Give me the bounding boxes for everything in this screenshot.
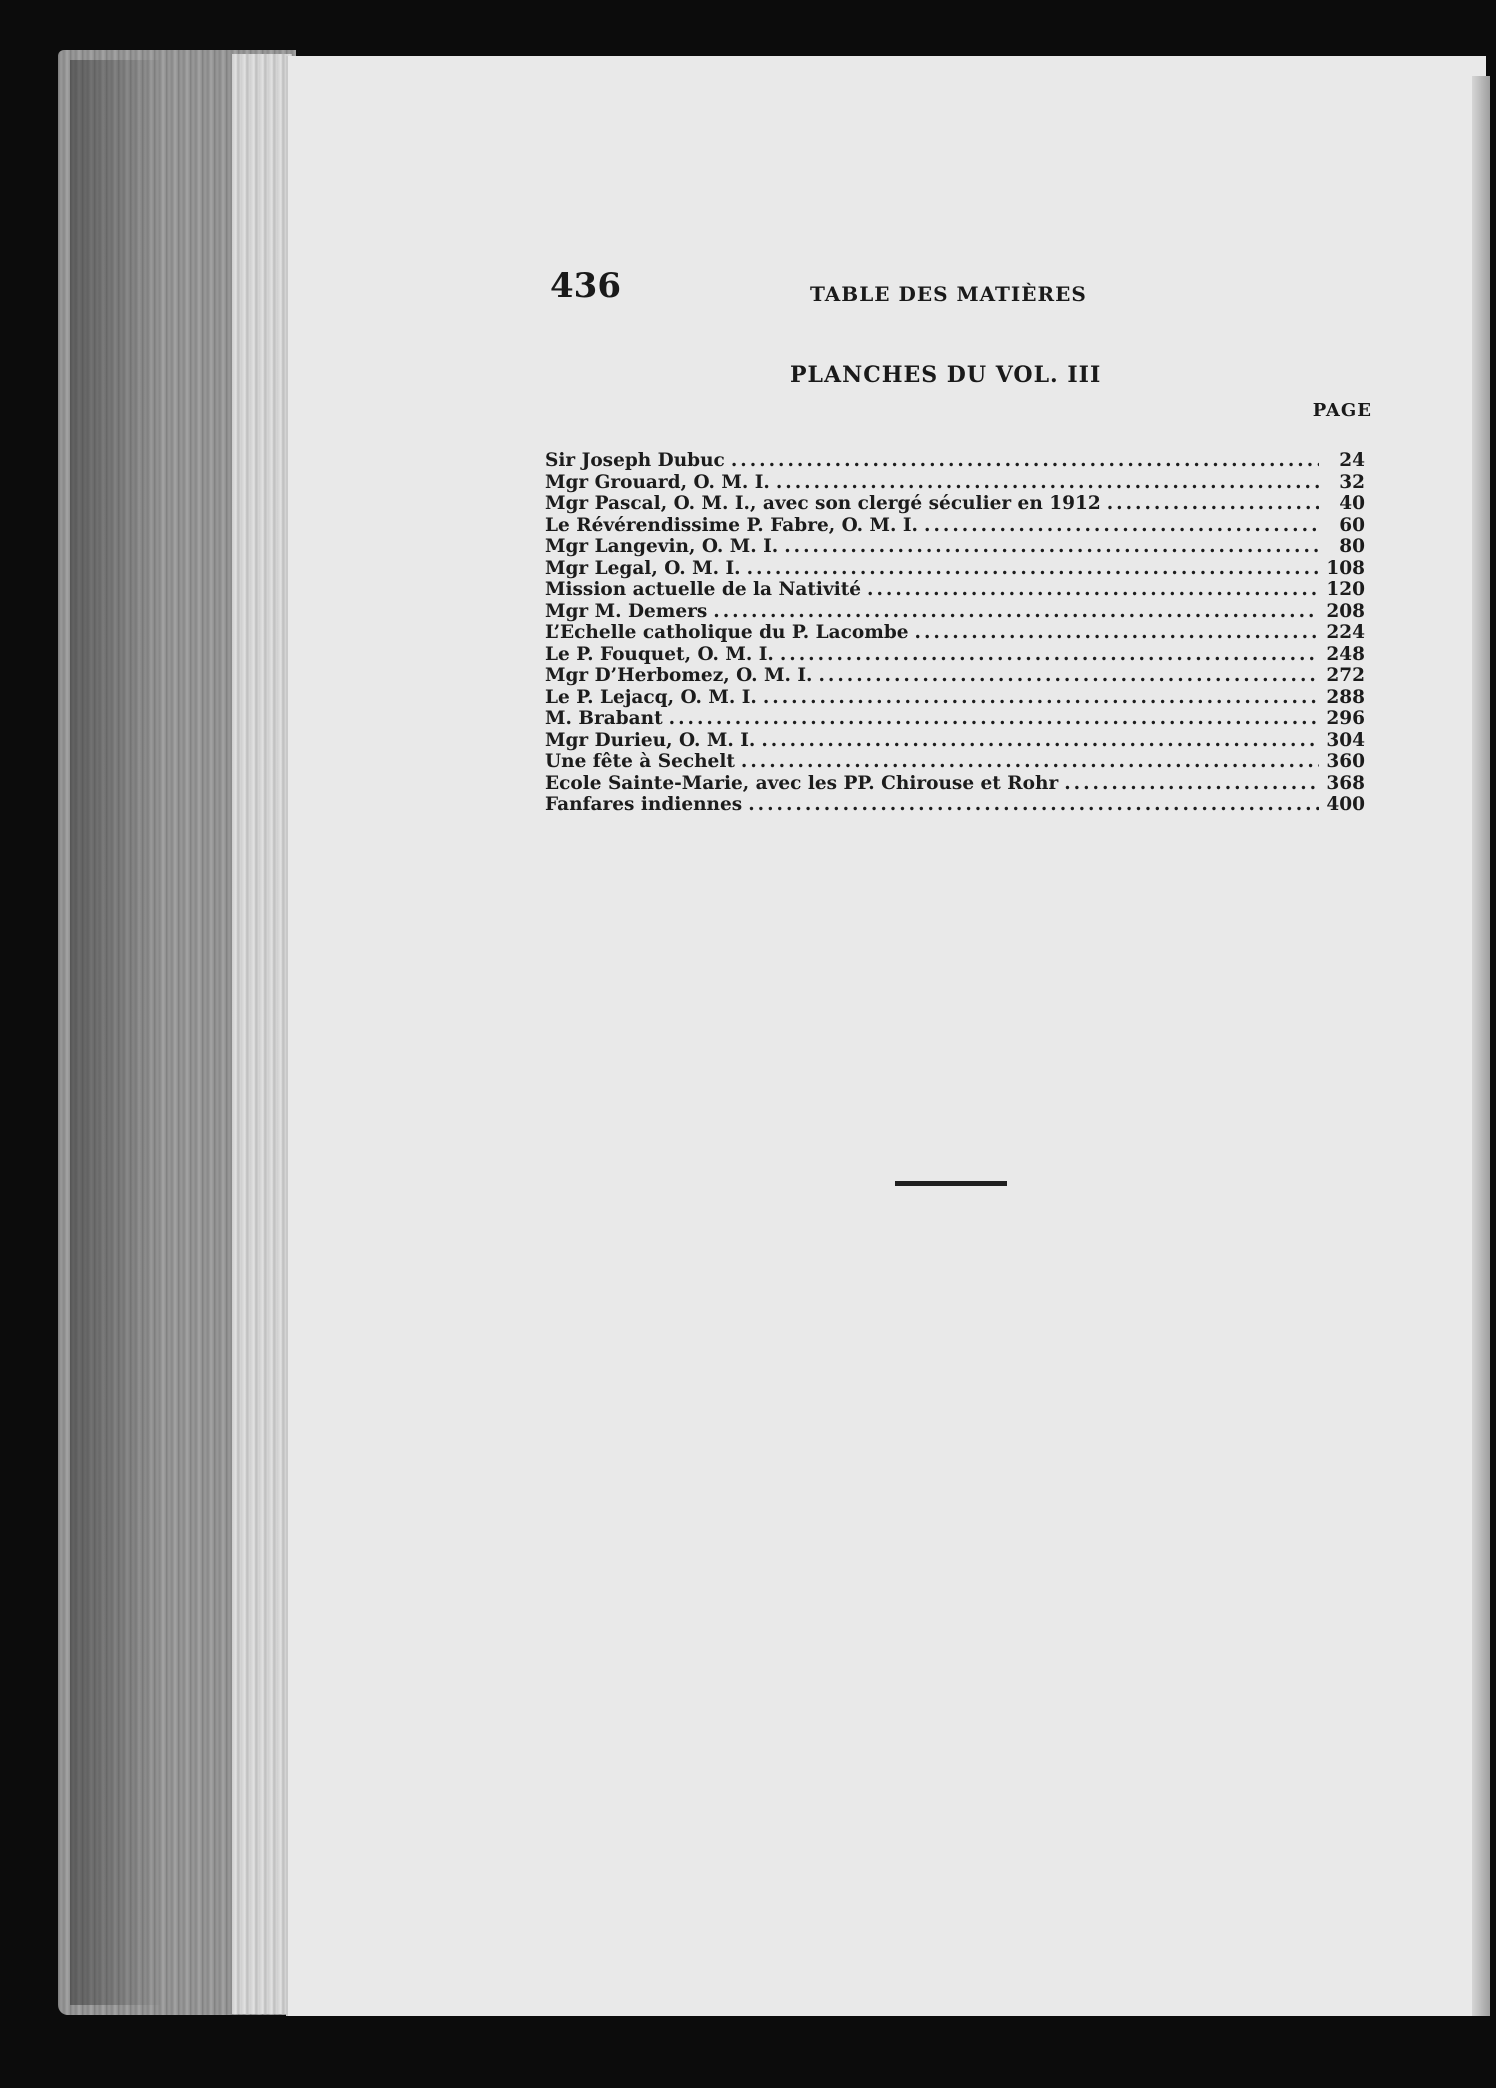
toc-entry [545,515,1365,537]
dot-leader [748,794,1319,816]
page-stack [232,54,292,2014]
entry-page-number: 224 [1326,622,1365,643]
entry-title: Mission actuelle de la Nativité [545,579,862,600]
dot-leader [741,751,1319,773]
entry-title: L’Echelle catholique du P. Lacombe [545,622,909,643]
entry-title: Fanfares indiennes [545,794,743,815]
dot-leader [924,515,1319,537]
toc-entry [545,794,1365,816]
entry-page-number: 288 [1326,686,1365,708]
page-number: 436 [550,266,621,306]
entry-page-number: 248 [1326,643,1365,665]
dot-leader [867,579,1319,601]
dot-leader [780,644,1319,666]
entry-page-number: 368 [1326,772,1365,794]
entry-title: Le Révérendissime P. Fabre, O. M. I. [545,514,918,536]
table-of-plates [545,450,1365,816]
entry-page-number: 360 [1326,751,1365,772]
toc-entry [545,536,1365,558]
dot-leader [1107,493,1319,515]
entry-title: Mgr Grouard, O. M. I. [545,471,770,493]
toc-entry [545,708,1365,730]
running-title: TABLE DES MATIÈRES [810,282,1087,306]
entry-page-number: 208 [1326,600,1365,622]
entry-page-number: 272 [1326,665,1365,686]
dot-leader [763,687,1319,709]
entry-title: Mgr Pascal, O. M. I., avec son clergé séculier en 1912 [545,493,1101,514]
entry-page-number: 400 [1326,794,1365,815]
running-head [550,266,1370,316]
entry-title: Mgr M. Demers [545,600,708,622]
toc-entry [545,601,1365,623]
entry-page-number: 120 [1326,579,1365,600]
entry-title: Le P. Lejacq, O. M. I. [545,686,757,708]
entry-title: Le P. Fouquet, O. M. I. [545,643,774,665]
entry-title: Une fête à Sechelt [545,751,735,772]
dot-leader [784,536,1319,558]
page-right-edge [1472,76,1490,2016]
entry-title: Mgr Legal, O. M. I. [545,557,741,579]
toc-entry [545,579,1365,601]
toc-entry [545,751,1365,773]
toc-entry [545,773,1365,795]
toc-entry [545,687,1365,709]
section-title: PLANCHES DU VOL. III [790,362,1102,388]
entry-page-number: 60 [1339,514,1365,536]
toc-entry [545,558,1365,580]
page-edges-shadow [70,60,160,2005]
toc-entry [545,472,1365,494]
dot-leader [915,622,1319,644]
entry-title: Sir Joseph Dubuc [545,450,725,471]
toc-entry [545,622,1365,644]
toc-entry [545,665,1365,687]
toc-entry [545,450,1365,472]
entry-page-number: 40 [1339,493,1365,514]
entry-title: Mgr Langevin, O. M. I. [545,536,779,557]
entry-page-number: 32 [1339,471,1365,493]
entry-title: M. Brabant [545,708,663,729]
dot-leader [747,558,1319,580]
entry-title: Mgr D’Herbomez, O. M. I. [545,665,813,686]
dot-leader [818,665,1319,687]
book-page [286,56,1486,2016]
dot-leader [1064,773,1319,795]
dot-leader [731,450,1319,472]
entry-title: Ecole Sainte-Marie, avec les PP. Chirouse et Rohr [545,772,1059,794]
entry-title: Mgr Durieu, O. M. I. [545,729,756,751]
entry-page-number: 296 [1326,708,1365,729]
dot-leader [776,472,1319,494]
dot-leader [713,601,1319,623]
toc-entry [545,730,1365,752]
entry-page-number: 304 [1326,729,1365,751]
page-column-header: PAGE [1312,400,1372,421]
toc-entry [545,644,1365,666]
toc-entry [545,493,1365,515]
entry-page-number: 80 [1339,536,1365,557]
entry-page-number: 108 [1326,557,1365,579]
entry-page-number: 24 [1339,450,1365,471]
end-rule [895,1181,1007,1186]
dot-leader [669,708,1319,730]
dot-leader [761,730,1319,752]
